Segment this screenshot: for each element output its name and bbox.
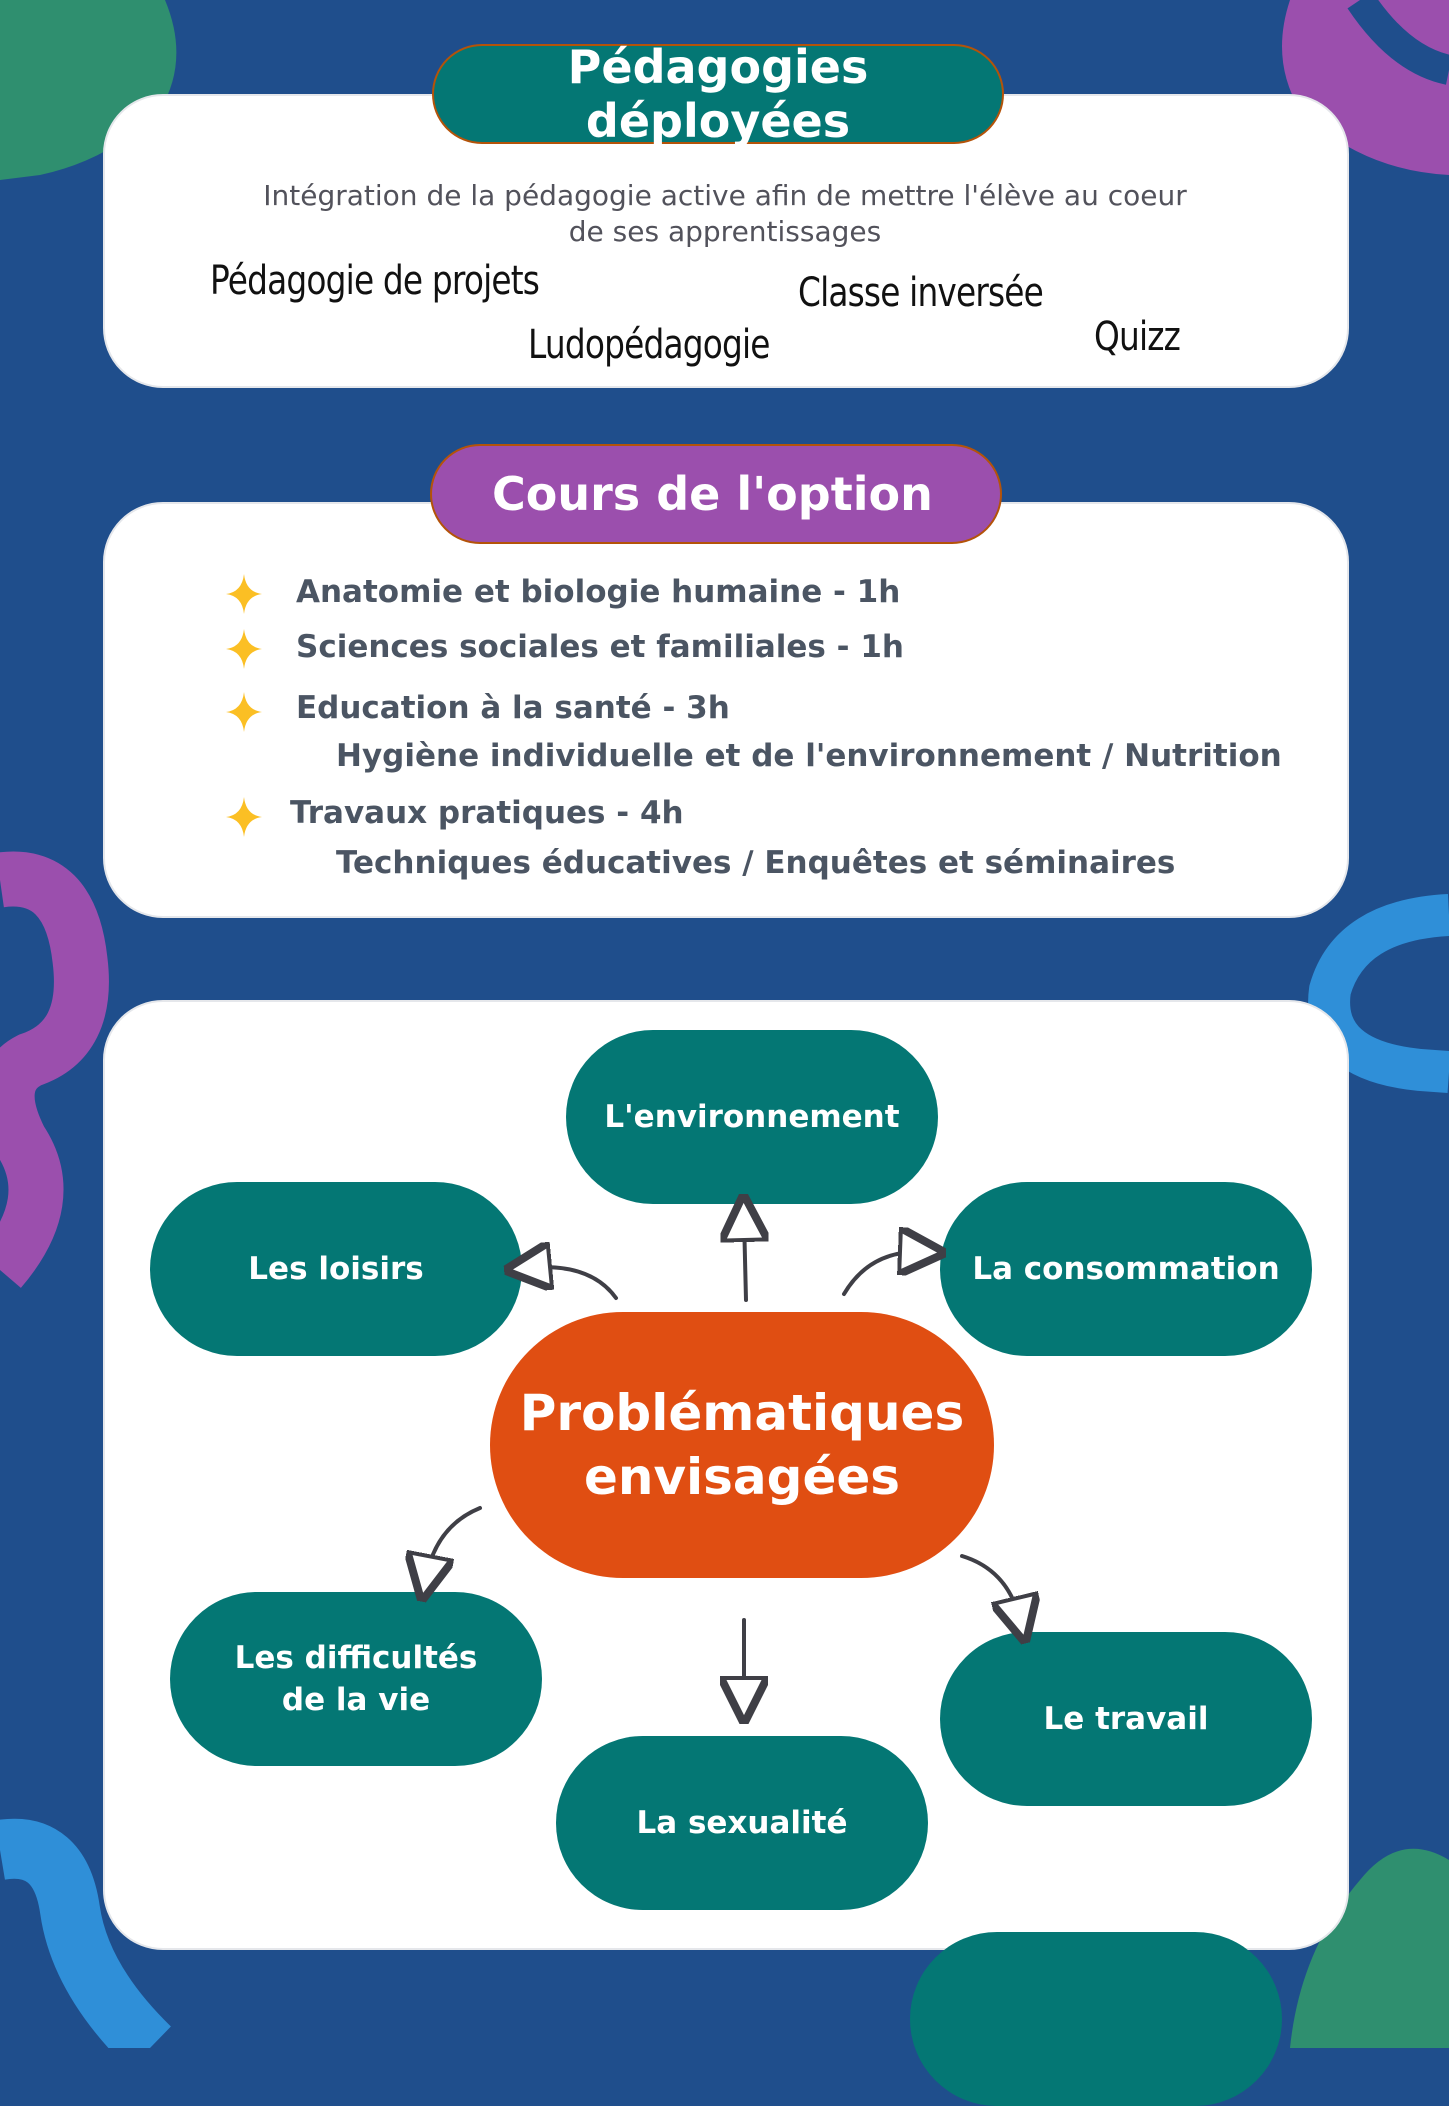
sparkle-star-icon [226, 629, 262, 669]
center-problematiques [490, 1312, 994, 1578]
sparkle-star-icon [226, 574, 262, 614]
method-projets: Pédagogie de projets [210, 258, 540, 304]
center-line-2: envisagées [583, 1448, 901, 1506]
pedagogies-intro [220, 178, 1230, 250]
method-ludopedagogie: Ludopédagogie [528, 322, 770, 368]
course-travaux-pratiques-detail: Techniques éducatives / Enquêtes et séminaires [336, 845, 1176, 881]
node-travail: Le travail [940, 1632, 1312, 1806]
intro-line-1: Intégration de la pédagogie active afin de mettre l'élève au coeur [263, 179, 1187, 212]
sparkle-star-icon [226, 692, 262, 732]
purple-brush-left [0, 879, 81, 1270]
node-difficultes-line-1: Les difficultés [234, 1640, 478, 1676]
method-quizz: Quizz [1094, 314, 1181, 360]
node-consommation: La consommation [940, 1182, 1312, 1356]
course-education-sante: Education à la santé - 3h [296, 690, 730, 726]
node-loisirs: Les loisirs [150, 1182, 522, 1356]
node-difficultes [170, 1592, 542, 1766]
course-education-sante-detail: Hygiène individuelle et de l'environnement / Nutrition [336, 738, 1282, 774]
course-travaux-pratiques: Travaux pratiques - 4h [290, 795, 684, 831]
course-sciences-sociales: Sciences sociales et familiales - 1h [296, 629, 904, 665]
course-anatomie: Anatomie et biologie humaine - 1h [296, 574, 901, 610]
node-difficultes-line-2: de la vie [281, 1682, 431, 1718]
partial-node-bottom [910, 1932, 1282, 2106]
option-title: Cours de l'option [430, 444, 1002, 544]
pedagogies-title: Pédagogies déployées [432, 44, 1004, 144]
node-sexualite: La sexualité [556, 1736, 928, 1910]
center-line-1: Problématiques [519, 1384, 965, 1442]
node-environnement: L'environnement [566, 1030, 938, 1204]
method-classe-inversee: Classe inversée [798, 270, 1044, 316]
sparkle-star-icon [226, 797, 262, 837]
intro-line-2: de ses apprentissages [568, 215, 882, 248]
